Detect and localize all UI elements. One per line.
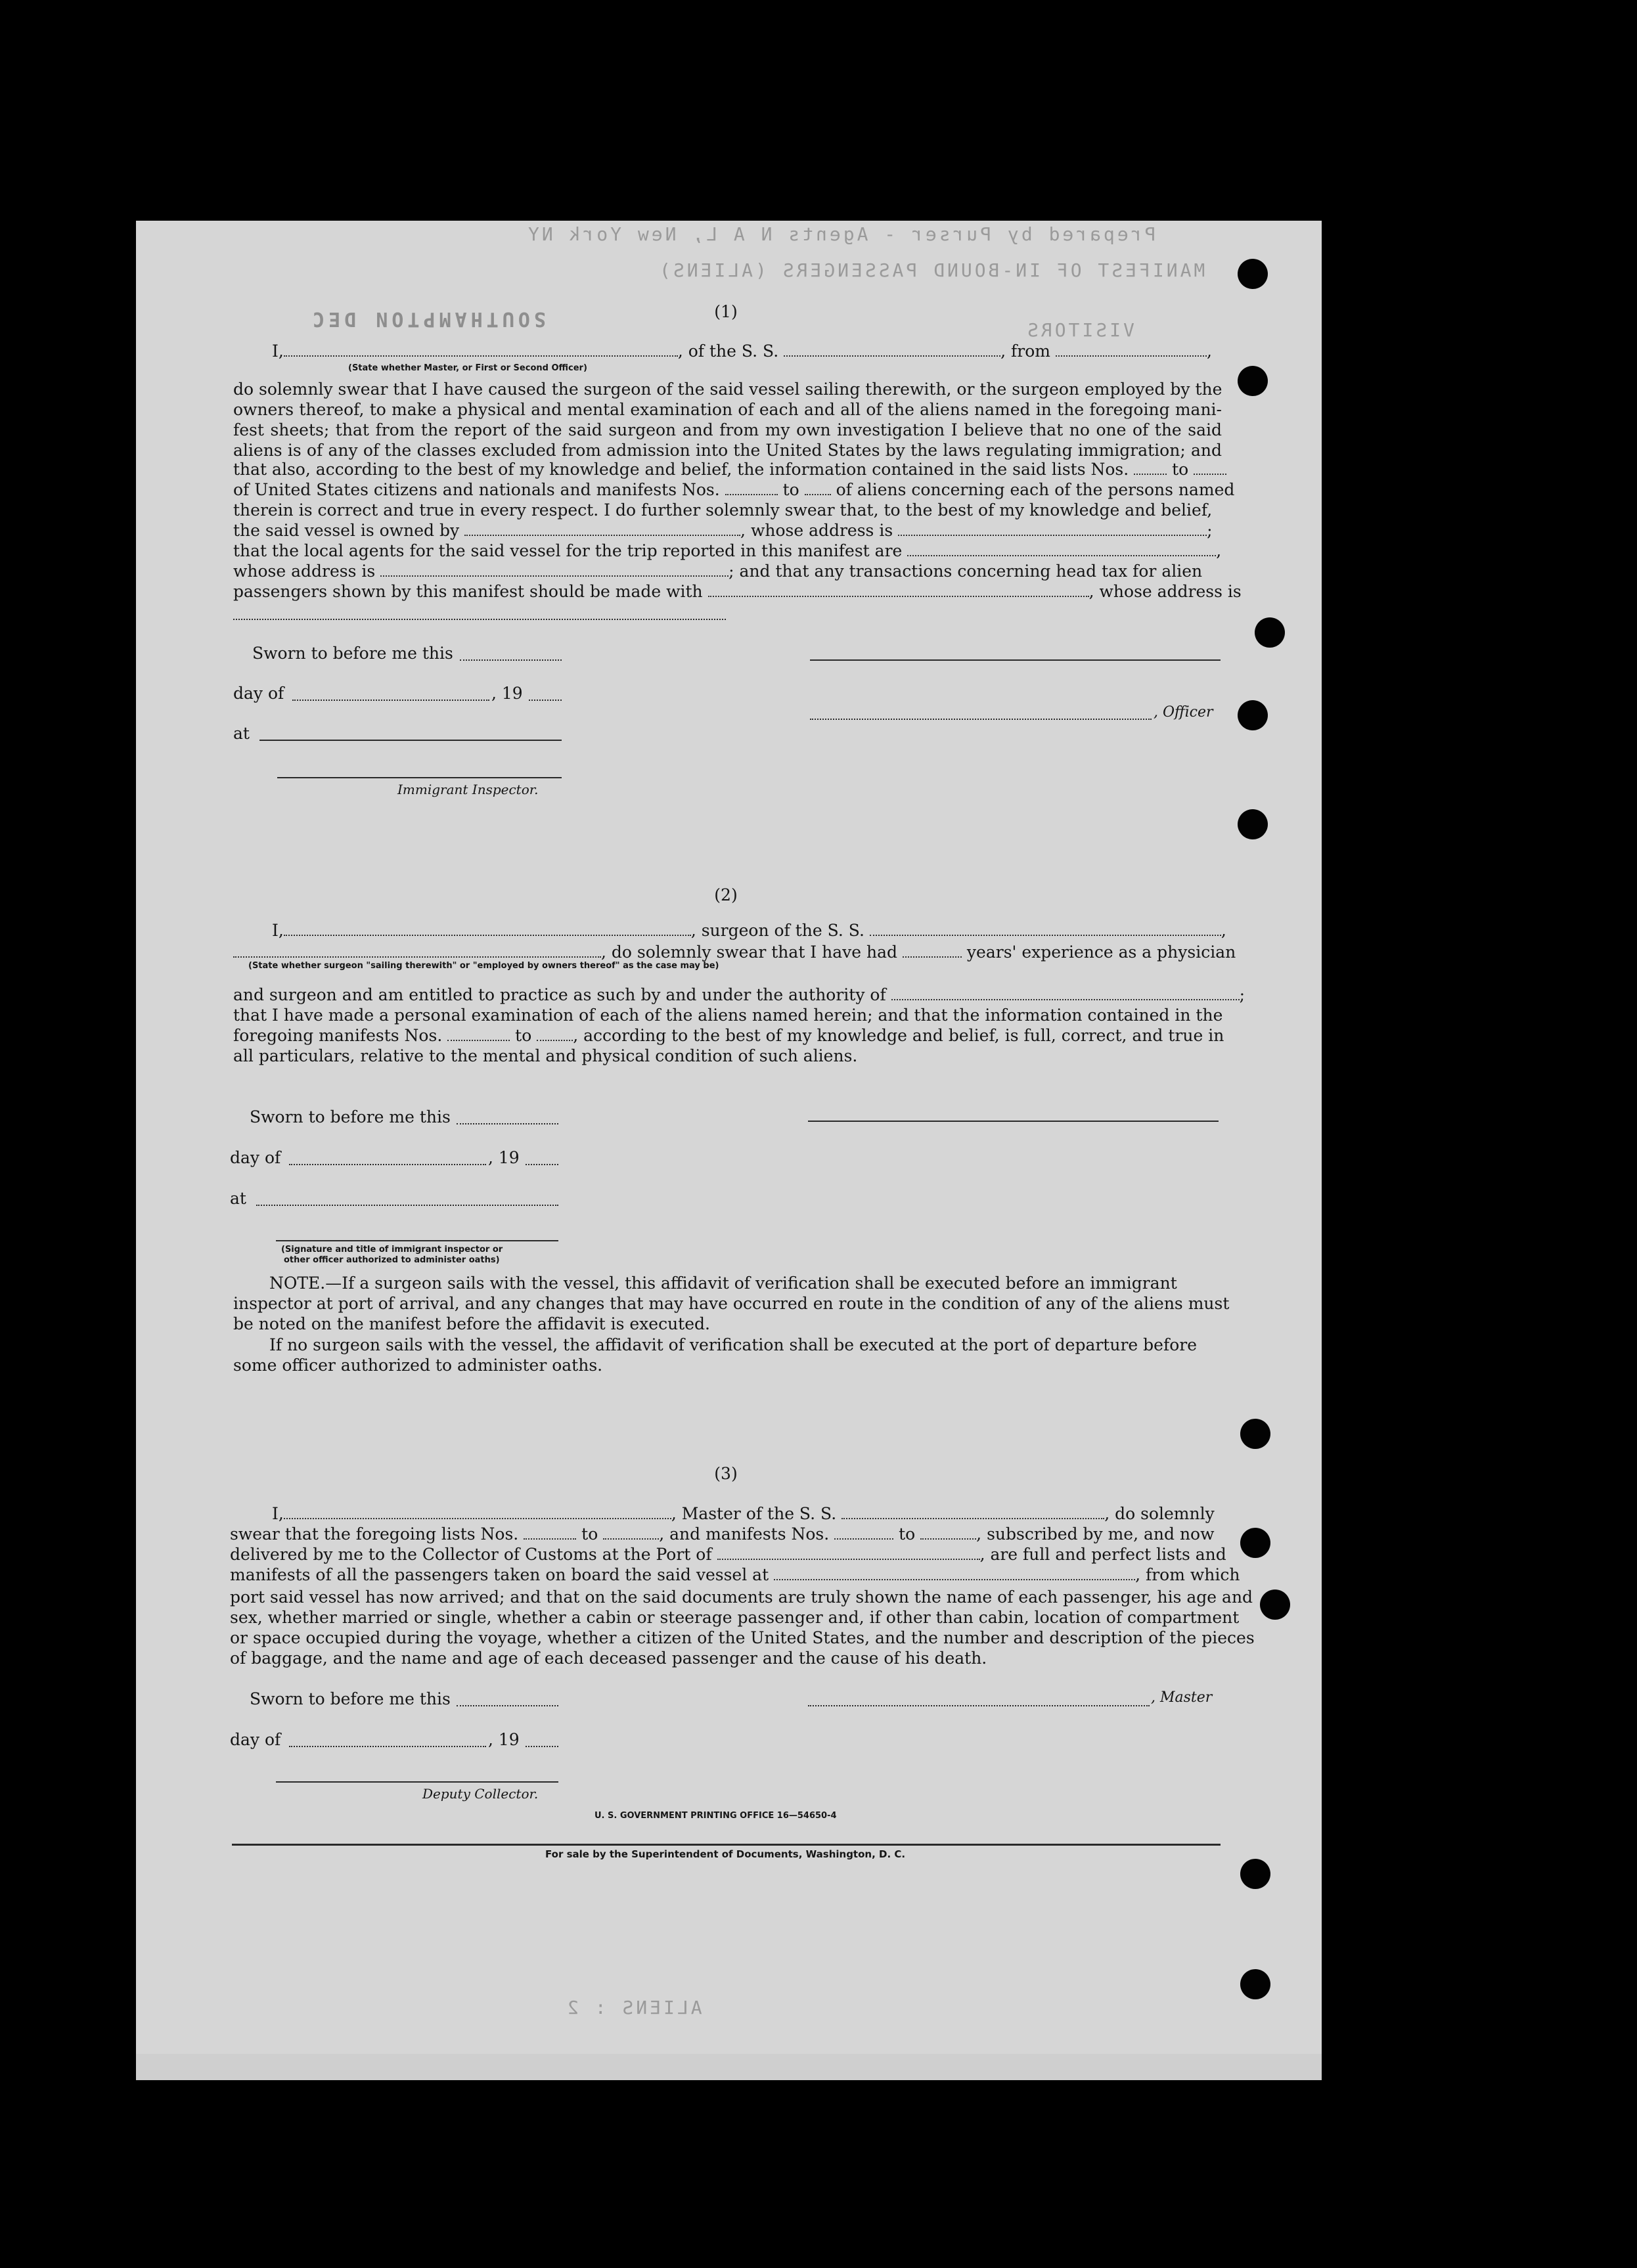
binder-hole — [1238, 366, 1268, 396]
s3-vessel-field[interactable] — [841, 1517, 1104, 1519]
s2-row4: that I have made a personal examination of each of the aliens named herein; and that the information contained in the — [233, 1006, 1223, 1025]
s2-line1: I, , surgeon of the S. S. , — [272, 921, 1226, 940]
s1-row7: therein is correct and true in every respect. I do further solemnly swear that, to the best of my knowledge and belief, — [233, 500, 1213, 520]
s2-row6: all particulars, relative to the mental and physical condition of such aliens. — [233, 1046, 858, 1065]
practice-authority-field[interactable] — [891, 998, 1240, 1000]
s2-row5: foregoing manifests Nos. to , according to the best of my knowledge and belief, is full, correct, and true in — [233, 1026, 1224, 1045]
s2-inspector-signature-line[interactable] — [276, 1240, 558, 1241]
s1-day-field[interactable] — [292, 700, 489, 701]
bleed-through-stamp: SOUTHAMPTON DEC — [309, 307, 546, 330]
officer-name-field[interactable] — [284, 355, 678, 357]
s1-year: , 19 — [491, 684, 523, 703]
s3-manifests-to-field[interactable] — [920, 1538, 976, 1540]
s2-row3: and surgeon and am entitled to practice as such by and under the authority of ; — [233, 985, 1245, 1004]
bleed-through-header: MANIFEST OF IN-BOUND PASSENGERS (ALIENS) — [657, 259, 1205, 281]
lists-to-field[interactable] — [1194, 473, 1226, 475]
binder-hole — [1240, 1859, 1270, 1889]
s1-sworn-date-field[interactable] — [460, 659, 562, 661]
binder-hole — [1240, 1528, 1270, 1558]
body-line: port said vessel has now arrived; and that on the said documents are truly shown the name of each passenger, his age and — [230, 1588, 1253, 1607]
body-line: aliens is of any of the classes excluded from admission into the United States by the laws regulating immigration; and — [233, 441, 1222, 460]
officer-label: , Officer — [1154, 704, 1213, 721]
surgeon-name-field[interactable] — [284, 934, 691, 936]
s2-sworn-date-field[interactable] — [457, 1123, 558, 1124]
s3-row4: manifests of all the passengers taken on board the said vessel at , from which — [230, 1565, 1240, 1584]
s1-row6: of United States citizens and nationals and manifests Nos. to of aliens concerning each of the persons named — [233, 480, 1235, 499]
s1-at-field[interactable] — [259, 740, 562, 741]
s1-year-field[interactable] — [529, 700, 562, 701]
lists-from-field[interactable] — [1134, 473, 1167, 475]
s1-body — [233, 379, 1222, 460]
vessel-name-field[interactable] — [784, 355, 1000, 357]
body-line: fest sheets; that from the report of the said surgeon and from my own investigation I believe that no one of the said — [233, 420, 1222, 439]
binder-hole — [1255, 617, 1285, 648]
footer-rule — [232, 1844, 1221, 1846]
manifests-from-field[interactable] — [725, 493, 778, 495]
note2-line: some officer authorized to administer oaths. — [233, 1356, 603, 1375]
deputy-collector-label: Deputy Collector. — [422, 1786, 539, 1802]
binder-hole — [1238, 700, 1268, 730]
s3-manifests-from-field[interactable] — [834, 1538, 893, 1540]
binder-hole — [1260, 1590, 1290, 1620]
owner-address-field[interactable] — [898, 534, 1207, 536]
body-line: do solemnly swear that I have caused the surgeon of the said vessel sailing therewith, or the surgeon employed by the — [233, 380, 1222, 399]
head-tax-address-field[interactable] — [233, 619, 726, 620]
departure-port-field[interactable] — [1056, 355, 1207, 357]
note-paragraph: NOTE.—If a surgeon sails with the vessel, this affidavit of verification shall be executed before an immigrant — [269, 1274, 1177, 1293]
s3-row3: delivered by me to the Collector of Customs at the Port of , are full and perfect lists and — [230, 1545, 1226, 1564]
s3-lists-from-field[interactable] — [524, 1538, 576, 1540]
manifests-to-field[interactable] — [805, 493, 831, 495]
s2-manifests-from-field[interactable] — [447, 1039, 510, 1041]
s1-signature-line[interactable] — [810, 659, 1221, 661]
s1-officer-sig-field[interactable] — [810, 719, 1152, 720]
arrival-port-field[interactable] — [717, 1558, 980, 1560]
s1-at: at — [233, 724, 250, 743]
note-line: be noted on the manifest before the affidavit is executed. — [233, 1314, 710, 1333]
s3-sworn-date-field[interactable] — [457, 1705, 558, 1706]
s3-line1: I, , Master of the S. S. , do solemnly — [272, 1504, 1215, 1523]
s2-year-field[interactable] — [526, 1164, 558, 1165]
note2-line: If no surgeon sails with the vessel, the affidavit of verification shall be executed at the port of departure before — [269, 1335, 1197, 1354]
body-line: sex, whether married or single, whether a cabin or steerage passenger and, if other than cabin, location of compartment — [230, 1608, 1240, 1627]
local-agents-field[interactable] — [907, 554, 1216, 556]
binder-hole — [1240, 1419, 1270, 1449]
bleed-through-footer: ALIENS : 2 — [565, 1997, 702, 2018]
body-line: of baggage, and the name and age of each deceased passenger and the cause of his death. — [230, 1649, 987, 1668]
s2-year: , 19 — [488, 1148, 520, 1167]
s2-at: at — [230, 1189, 246, 1208]
deputy-signature-line[interactable] — [276, 1781, 558, 1783]
boarding-port-field[interactable] — [774, 1578, 1135, 1580]
years-experience-field[interactable] — [903, 956, 962, 958]
s1-row9: that the local agents for the said vessel for the trip reported in this manifest are , — [233, 541, 1222, 560]
section-3-number: (3) — [714, 1464, 738, 1483]
s3-year: , 19 — [488, 1730, 520, 1749]
s1-row10: whose address is ; and that any transactions concerning head tax for alien — [233, 562, 1203, 581]
note-label: NOTE. — [269, 1274, 326, 1293]
head-tax-party-field[interactable] — [708, 595, 1089, 597]
s1-hint: (State whether Master, or First or Second Officer) — [348, 363, 587, 373]
s2-sworn: Sworn to before me this — [250, 1107, 451, 1126]
sale-notice: For sale by the Superintendent of Documents, Washington, D. C. — [545, 1848, 906, 1860]
s1-day-of: day of — [233, 684, 284, 703]
master-label: , Master — [1151, 1689, 1213, 1706]
master-name-field[interactable] — [284, 1517, 671, 1519]
bleed-through-header: Prepared by Purser - Agents N A L, New York NY — [526, 223, 1156, 245]
s1-row5: that also, according to the best of my knowledge and belief, the information contained in the said lists Nos. to — [233, 461, 1226, 478]
bleed-through-header: VISITORS — [1025, 319, 1134, 341]
s3-year-field[interactable] — [526, 1746, 558, 1747]
s2-day-field[interactable] — [289, 1164, 486, 1165]
immigrant-inspector-label: Immigrant Inspector. — [397, 782, 539, 797]
s2-sig-hint: other officer authorized to administer oaths) — [284, 1255, 500, 1265]
binder-hole — [1238, 259, 1268, 289]
section-1-number: (1) — [714, 302, 738, 321]
s2-line2: , do solemnly swear that I have had years' experience as a physician — [233, 944, 1236, 960]
s1-row8: the said vessel is owned by , whose address is ; — [233, 521, 1213, 540]
gpo-imprint: U. S. GOVERNMENT PRINTING OFFICE 16—54650-4 — [594, 1811, 837, 1821]
s1-from: , from — [1000, 342, 1050, 361]
s3-row2: swear that the foregoing lists Nos. to , and manifests Nos. to , subscribed by me, and now — [230, 1524, 1215, 1544]
s3-day-of: day of — [230, 1730, 281, 1749]
page-bottom-edge — [136, 2054, 1322, 2080]
master-signature-field[interactable] — [808, 1705, 1150, 1706]
note-line: inspector at port of arrival, and any changes that may have occurred en route in the condition of any of the aliens must — [233, 1294, 1230, 1313]
s1-of-ss: , of the S. S. — [677, 342, 779, 361]
body-line: owners thereof, to make a physical and mental examination of each and all of the aliens named in the foregoing mani- — [233, 400, 1222, 419]
s2-at-field[interactable] — [256, 1205, 558, 1206]
s1-i: I, — [272, 342, 284, 361]
s2-manifests-to-field[interactable] — [537, 1039, 573, 1041]
vessel-owner-field[interactable] — [464, 534, 740, 536]
s3-sworn: Sworn to before me this — [250, 1689, 451, 1708]
s2-vessel-field[interactable] — [870, 934, 1221, 936]
s2-signature-line[interactable] — [808, 1121, 1219, 1122]
s2-day-of: day of — [230, 1148, 281, 1167]
inspector-signature-line[interactable] — [277, 777, 562, 778]
section-2-number: (2) — [714, 885, 738, 904]
s1-row11: passengers shown by this manifest should be made with , whose address is — [233, 582, 1242, 601]
binder-hole — [1240, 1969, 1270, 1999]
agents-address-field[interactable] — [380, 575, 729, 577]
body-line: or space occupied during the voyage, whether a citizen of the United States, and the number and description of the pieces — [230, 1628, 1255, 1647]
binder-hole — [1238, 809, 1268, 839]
s3-day-field[interactable] — [289, 1746, 486, 1747]
s2-sig-hint: (Signature and title of immigrant inspector or — [281, 1245, 503, 1255]
s1-oath-line: I, , of the S. S. , from , — [272, 342, 1212, 361]
s1-sworn: Sworn to before me this — [252, 644, 453, 663]
s3-lists-to-field[interactable] — [603, 1538, 659, 1540]
s3-body — [230, 1587, 1255, 1668]
s2-hint: (State whether surgeon "sailing therewith" or "employed by owners thereof" as the case may be) — [248, 961, 719, 971]
surgeon-status-field[interactable] — [233, 956, 601, 958]
